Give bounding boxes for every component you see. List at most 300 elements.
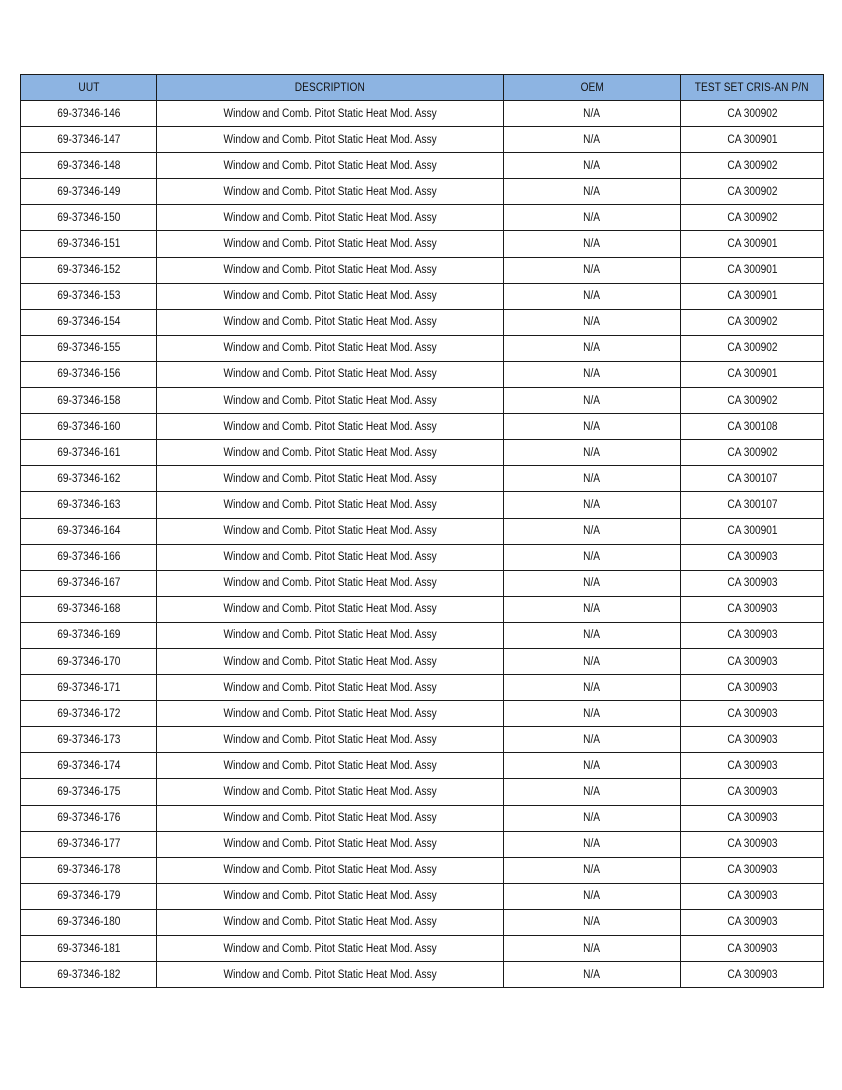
cell-description-text: Window and Comb. Pitot Static Heat Mod. Assy (223, 707, 437, 720)
cell-test-set (681, 883, 824, 909)
cell-uut-text: 69-37346-177 (56, 838, 121, 851)
cell-description-text: Window and Comb. Pitot Static Heat Mod. Assy (223, 211, 437, 224)
cell-description-text: Window and Comb. Pitot Static Heat Mod. Assy (223, 551, 437, 564)
cell-oem (504, 388, 681, 414)
cell-uut (21, 283, 157, 309)
cell-test-set (681, 648, 824, 674)
cell-oem (504, 805, 681, 831)
cell-oem (504, 727, 681, 753)
cell-description-text: Window and Comb. Pitot Static Heat Mod. Assy (223, 681, 437, 694)
table-row (21, 231, 824, 257)
cell-description (157, 727, 504, 753)
table-row (21, 544, 824, 570)
table-row (21, 701, 824, 727)
cell-oem (504, 962, 681, 988)
table-row (21, 857, 824, 883)
cell-uut (21, 388, 157, 414)
cell-uut (21, 466, 157, 492)
cell-uut-text: 69-37346-154 (56, 316, 121, 329)
cell-uut-text: 69-37346-163 (56, 498, 121, 511)
cell-test-set (681, 257, 824, 283)
cell-oem-text: N/A (583, 759, 601, 772)
cell-uut-text: 69-37346-173 (56, 733, 121, 746)
cell-test-set (681, 936, 824, 962)
table-row (21, 205, 824, 231)
cell-uut (21, 101, 157, 127)
cell-oem (504, 361, 681, 387)
header-row (21, 75, 824, 101)
cell-oem (504, 857, 681, 883)
cell-test-set (681, 805, 824, 831)
cell-test-set-text: CA 300903 (726, 707, 778, 720)
cell-oem-text: N/A (583, 107, 601, 120)
cell-test-set (681, 909, 824, 935)
cell-uut (21, 831, 157, 857)
cell-description-text: Window and Comb. Pitot Static Heat Mod. Assy (223, 472, 437, 485)
cell-uut-text: 69-37346-160 (56, 420, 121, 433)
cell-oem-text: N/A (583, 420, 601, 433)
cell-description (157, 127, 504, 153)
cell-oem-text: N/A (583, 942, 601, 955)
table-row (21, 283, 824, 309)
cell-oem (504, 492, 681, 518)
table-row (21, 727, 824, 753)
cell-oem (504, 466, 681, 492)
column-header-uut-label: UUT (77, 81, 100, 94)
cell-oem (504, 414, 681, 440)
cell-oem (504, 753, 681, 779)
cell-description (157, 831, 504, 857)
cell-uut-text: 69-37346-158 (56, 394, 121, 407)
cell-oem-text: N/A (583, 472, 601, 485)
cell-description-text: Window and Comb. Pitot Static Heat Mod. Assy (223, 785, 437, 798)
cell-test-set-text: CA 300107 (726, 472, 778, 485)
cell-test-set (681, 857, 824, 883)
cell-uut-text: 69-37346-161 (56, 446, 121, 459)
table-row (21, 309, 824, 335)
table-row (21, 622, 824, 648)
cell-test-set (681, 205, 824, 231)
cell-uut-text: 69-37346-179 (56, 890, 121, 903)
cell-description (157, 753, 504, 779)
table-row (21, 831, 824, 857)
cell-uut (21, 701, 157, 727)
cell-description-text: Window and Comb. Pitot Static Heat Mod. Assy (223, 629, 437, 642)
cell-uut (21, 518, 157, 544)
cell-oem-text: N/A (583, 890, 601, 903)
cell-description-text: Window and Comb. Pitot Static Heat Mod. Assy (223, 525, 437, 538)
cell-oem (504, 440, 681, 466)
cell-uut-text: 69-37346-151 (56, 238, 121, 251)
table-row (21, 414, 824, 440)
cell-oem-text: N/A (583, 916, 601, 929)
cell-test-set-text: CA 300901 (726, 525, 778, 538)
cell-oem-text: N/A (583, 785, 601, 798)
cell-uut-text: 69-37346-172 (56, 707, 121, 720)
cell-test-set-text: CA 300903 (726, 916, 778, 929)
column-header-description-label: DESCRIPTION (294, 81, 366, 94)
cell-description (157, 414, 504, 440)
cell-description (157, 909, 504, 935)
cell-description-text: Window and Comb. Pitot Static Heat Mod. Assy (223, 185, 437, 198)
table-row (21, 805, 824, 831)
cell-uut (21, 153, 157, 179)
cell-test-set-text: CA 300903 (726, 603, 778, 616)
cell-test-set-text: CA 300902 (726, 211, 778, 224)
cell-uut (21, 753, 157, 779)
cell-oem-text: N/A (583, 707, 601, 720)
cell-test-set-text: CA 300108 (726, 420, 778, 433)
cell-description-text: Window and Comb. Pitot Static Heat Mod. Assy (223, 420, 437, 433)
cell-description (157, 101, 504, 127)
cell-test-set-text: CA 300901 (726, 238, 778, 251)
cell-uut-text: 69-37346-164 (56, 525, 121, 538)
cell-uut (21, 779, 157, 805)
cell-oem-text: N/A (583, 498, 601, 511)
cell-test-set-text: CA 300107 (726, 498, 778, 511)
cell-oem (504, 205, 681, 231)
cell-oem-text: N/A (583, 812, 601, 825)
cell-uut (21, 127, 157, 153)
cell-uut (21, 675, 157, 701)
cell-uut (21, 727, 157, 753)
cell-test-set (681, 101, 824, 127)
cell-oem (504, 544, 681, 570)
cell-description (157, 257, 504, 283)
cell-oem-text: N/A (583, 681, 601, 694)
table-row (21, 518, 824, 544)
cell-oem-text: N/A (583, 290, 601, 303)
cell-test-set (681, 414, 824, 440)
cell-description (157, 701, 504, 727)
cell-uut (21, 231, 157, 257)
cell-description-text: Window and Comb. Pitot Static Heat Mod. Assy (223, 290, 437, 303)
table-row (21, 335, 824, 361)
cell-description-text: Window and Comb. Pitot Static Heat Mod. Assy (223, 159, 437, 172)
cell-oem-text: N/A (583, 211, 601, 224)
column-header-test-set (681, 75, 824, 101)
table-row (21, 570, 824, 596)
cell-oem (504, 335, 681, 361)
cell-oem-text: N/A (583, 525, 601, 538)
cell-oem (504, 675, 681, 701)
cell-description-text: Window and Comb. Pitot Static Heat Mod. Assy (223, 890, 437, 903)
cell-description-text: Window and Comb. Pitot Static Heat Mod. Assy (223, 968, 437, 981)
cell-oem-text: N/A (583, 838, 601, 851)
cell-description (157, 596, 504, 622)
cell-description (157, 466, 504, 492)
table-row (21, 962, 824, 988)
cell-description-text: Window and Comb. Pitot Static Heat Mod. Assy (223, 655, 437, 668)
table-row (21, 753, 824, 779)
cell-uut (21, 596, 157, 622)
parts-table-container (20, 74, 823, 988)
cell-description (157, 570, 504, 596)
cell-test-set (681, 492, 824, 518)
cell-uut-text: 69-37346-168 (56, 603, 121, 616)
cell-description (157, 388, 504, 414)
cell-description (157, 361, 504, 387)
table-row (21, 675, 824, 701)
cell-oem (504, 309, 681, 335)
cell-uut (21, 492, 157, 518)
cell-test-set-text: CA 300903 (726, 838, 778, 851)
cell-oem (504, 127, 681, 153)
cell-description-text: Window and Comb. Pitot Static Heat Mod. Assy (223, 603, 437, 616)
table-row (21, 127, 824, 153)
cell-oem-text: N/A (583, 629, 601, 642)
cell-oem-text: N/A (583, 577, 601, 590)
table-row (21, 936, 824, 962)
cell-uut (21, 962, 157, 988)
cell-test-set-text: CA 300903 (726, 577, 778, 590)
cell-uut (21, 179, 157, 205)
column-header-uut (21, 75, 157, 101)
cell-description (157, 962, 504, 988)
cell-oem (504, 831, 681, 857)
cell-uut-text: 69-37346-153 (56, 290, 121, 303)
table-body (21, 101, 824, 988)
column-header-oem-label: OEM (580, 81, 604, 94)
cell-uut-text: 69-37346-150 (56, 211, 121, 224)
cell-description (157, 936, 504, 962)
cell-description (157, 648, 504, 674)
cell-test-set (681, 622, 824, 648)
cell-oem (504, 596, 681, 622)
cell-description (157, 518, 504, 544)
cell-oem-text: N/A (583, 342, 601, 355)
cell-uut-text: 69-37346-180 (56, 916, 121, 929)
table-row (21, 648, 824, 674)
cell-oem-text: N/A (583, 655, 601, 668)
cell-description-text: Window and Comb. Pitot Static Heat Mod. Assy (223, 942, 437, 955)
cell-uut (21, 440, 157, 466)
cell-test-set (681, 779, 824, 805)
cell-test-set-text: CA 300901 (726, 133, 778, 146)
cell-uut (21, 857, 157, 883)
cell-test-set (681, 675, 824, 701)
cell-oem-text: N/A (583, 733, 601, 746)
cell-uut-text: 69-37346-176 (56, 812, 121, 825)
cell-test-set-text: CA 300902 (726, 316, 778, 329)
cell-test-set-text: CA 300901 (726, 368, 778, 381)
cell-test-set (681, 153, 824, 179)
cell-description-text: Window and Comb. Pitot Static Heat Mod. Assy (223, 368, 437, 381)
cell-description-text: Window and Comb. Pitot Static Heat Mod. Assy (223, 133, 437, 146)
cell-oem-text: N/A (583, 159, 601, 172)
cell-description-text: Window and Comb. Pitot Static Heat Mod. Assy (223, 238, 437, 251)
cell-description (157, 805, 504, 831)
table-row (21, 179, 824, 205)
cell-oem (504, 622, 681, 648)
cell-oem-text: N/A (583, 551, 601, 564)
cell-test-set (681, 335, 824, 361)
cell-uut-text: 69-37346-148 (56, 159, 121, 172)
cell-uut-text: 69-37346-147 (56, 133, 121, 146)
cell-description (157, 309, 504, 335)
cell-description (157, 179, 504, 205)
cell-description-text: Window and Comb. Pitot Static Heat Mod. Assy (223, 577, 437, 590)
cell-oem (504, 257, 681, 283)
cell-description (157, 231, 504, 257)
table-header (21, 75, 824, 101)
cell-uut (21, 205, 157, 231)
cell-uut-text: 69-37346-181 (56, 942, 121, 955)
cell-test-set-text: CA 300903 (726, 655, 778, 668)
cell-uut-text: 69-37346-174 (56, 759, 121, 772)
cell-description-text: Window and Comb. Pitot Static Heat Mod. Assy (223, 342, 437, 355)
column-header-description (157, 75, 504, 101)
cell-description (157, 492, 504, 518)
cell-uut (21, 883, 157, 909)
column-header-test-set-label: TEST SET CRIS-AN P/N (695, 81, 809, 94)
cell-test-set-text: CA 300903 (726, 864, 778, 877)
cell-test-set (681, 179, 824, 205)
cell-description (157, 544, 504, 570)
cell-test-set (681, 596, 824, 622)
cell-description (157, 205, 504, 231)
cell-description-text: Window and Comb. Pitot Static Heat Mod. Assy (223, 916, 437, 929)
cell-test-set-text: CA 300902 (726, 159, 778, 172)
cell-uut-text: 69-37346-155 (56, 342, 121, 355)
cell-test-set-text: CA 300902 (726, 394, 778, 407)
table-row (21, 596, 824, 622)
cell-uut-text: 69-37346-169 (56, 629, 121, 642)
table-row (21, 361, 824, 387)
cell-description (157, 440, 504, 466)
cell-uut-text: 69-37346-146 (56, 107, 121, 120)
cell-description (157, 779, 504, 805)
cell-test-set-text: CA 300901 (726, 290, 778, 303)
cell-oem (504, 883, 681, 909)
cell-test-set (681, 440, 824, 466)
cell-uut (21, 805, 157, 831)
cell-test-set (681, 727, 824, 753)
cell-oem-text: N/A (583, 264, 601, 277)
cell-test-set-text: CA 300901 (726, 264, 778, 277)
cell-uut (21, 414, 157, 440)
cell-uut-text: 69-37346-171 (56, 681, 121, 694)
cell-description (157, 335, 504, 361)
cell-test-set (681, 361, 824, 387)
table-row (21, 779, 824, 805)
table-row (21, 883, 824, 909)
cell-oem-text: N/A (583, 864, 601, 877)
cell-test-set-text: CA 300903 (726, 681, 778, 694)
table-row (21, 909, 824, 935)
parts-table (20, 74, 824, 988)
cell-uut-text: 69-37346-156 (56, 368, 121, 381)
cell-description-text: Window and Comb. Pitot Static Heat Mod. Assy (223, 264, 437, 277)
cell-uut (21, 309, 157, 335)
cell-oem-text: N/A (583, 394, 601, 407)
cell-oem (504, 909, 681, 935)
table-row (21, 257, 824, 283)
cell-oem-text: N/A (583, 446, 601, 459)
cell-uut (21, 361, 157, 387)
cell-uut (21, 622, 157, 648)
table-row (21, 440, 824, 466)
cell-description-text: Window and Comb. Pitot Static Heat Mod. Assy (223, 394, 437, 407)
table-row (21, 466, 824, 492)
cell-oem-text: N/A (583, 968, 601, 981)
cell-oem (504, 231, 681, 257)
cell-oem (504, 518, 681, 544)
cell-oem-text: N/A (583, 133, 601, 146)
cell-test-set (681, 466, 824, 492)
cell-description-text: Window and Comb. Pitot Static Heat Mod. Assy (223, 733, 437, 746)
cell-test-set (681, 309, 824, 335)
cell-description (157, 857, 504, 883)
cell-uut-text: 69-37346-167 (56, 577, 121, 590)
cell-test-set (681, 570, 824, 596)
cell-oem (504, 283, 681, 309)
cell-uut-text: 69-37346-152 (56, 264, 121, 277)
cell-oem-text: N/A (583, 368, 601, 381)
cell-description (157, 883, 504, 909)
cell-description-text: Window and Comb. Pitot Static Heat Mod. Assy (223, 498, 437, 511)
cell-oem (504, 101, 681, 127)
cell-test-set-text: CA 300902 (726, 185, 778, 198)
table-row (21, 101, 824, 127)
cell-uut-text: 69-37346-178 (56, 864, 121, 877)
cell-uut-text: 69-37346-170 (56, 655, 121, 668)
cell-test-set-text: CA 300902 (726, 446, 778, 459)
table-row (21, 153, 824, 179)
cell-uut-text: 69-37346-182 (56, 968, 121, 981)
cell-test-set (681, 518, 824, 544)
column-header-oem (504, 75, 681, 101)
cell-description-text: Window and Comb. Pitot Static Heat Mod. Assy (223, 446, 437, 459)
cell-test-set-text: CA 300903 (726, 551, 778, 564)
cell-uut (21, 570, 157, 596)
cell-test-set (681, 127, 824, 153)
cell-test-set-text: CA 300903 (726, 942, 778, 955)
cell-test-set (681, 701, 824, 727)
cell-test-set-text: CA 300903 (726, 759, 778, 772)
cell-uut-text: 69-37346-162 (56, 472, 121, 485)
cell-uut (21, 648, 157, 674)
cell-test-set (681, 544, 824, 570)
cell-description (157, 622, 504, 648)
cell-uut (21, 936, 157, 962)
cell-oem (504, 701, 681, 727)
cell-uut (21, 335, 157, 361)
cell-description-text: Window and Comb. Pitot Static Heat Mod. Assy (223, 812, 437, 825)
cell-uut-text: 69-37346-166 (56, 551, 121, 564)
cell-test-set (681, 231, 824, 257)
cell-description-text: Window and Comb. Pitot Static Heat Mod. Assy (223, 316, 437, 329)
cell-uut (21, 544, 157, 570)
cell-description-text: Window and Comb. Pitot Static Heat Mod. Assy (223, 838, 437, 851)
cell-test-set-text: CA 300902 (726, 107, 778, 120)
cell-oem-text: N/A (583, 238, 601, 251)
cell-test-set (681, 388, 824, 414)
cell-description-text: Window and Comb. Pitot Static Heat Mod. Assy (223, 107, 437, 120)
cell-description-text: Window and Comb. Pitot Static Heat Mod. Assy (223, 759, 437, 772)
cell-test-set-text: CA 300903 (726, 812, 778, 825)
cell-oem (504, 179, 681, 205)
cell-test-set (681, 962, 824, 988)
cell-oem (504, 570, 681, 596)
cell-oem (504, 648, 681, 674)
table-row (21, 388, 824, 414)
cell-test-set-text: CA 300903 (726, 629, 778, 642)
cell-uut-text: 69-37346-175 (56, 785, 121, 798)
cell-description (157, 283, 504, 309)
cell-oem-text: N/A (583, 316, 601, 329)
cell-uut (21, 257, 157, 283)
